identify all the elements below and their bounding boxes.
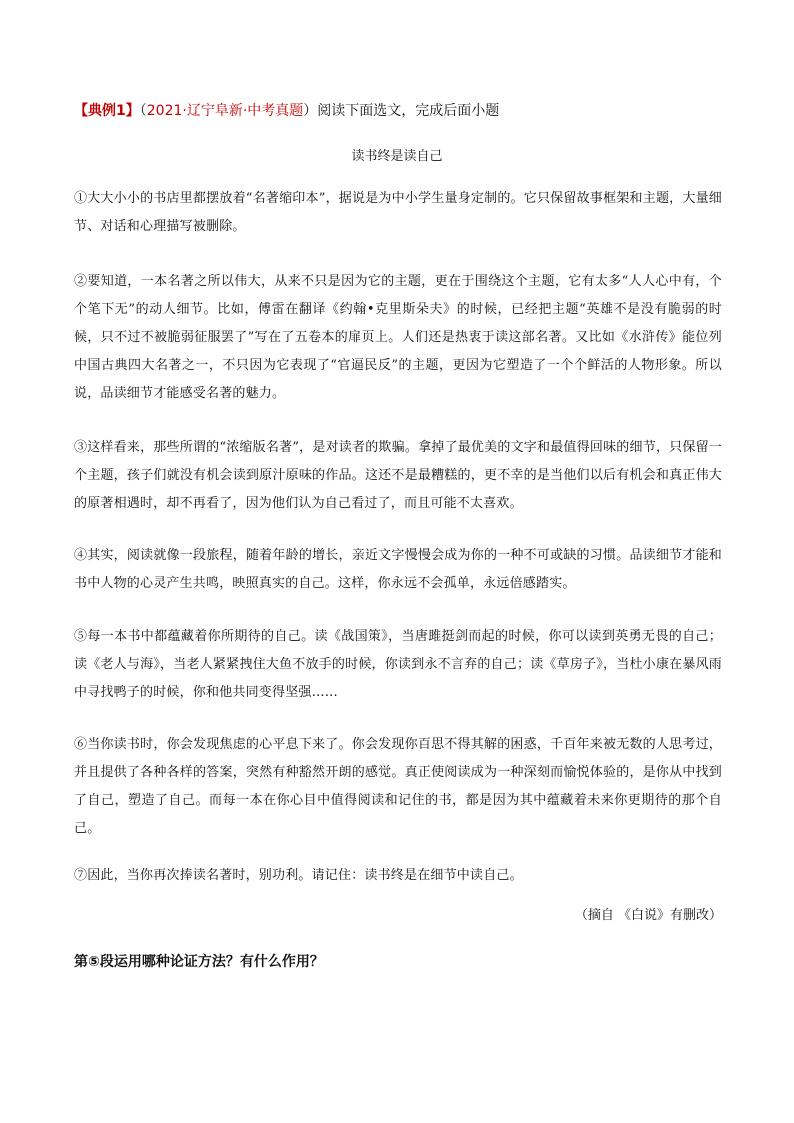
article-paragraph-1: ①大大小小的书店里都摆放着“名著缩印本”，据说是为中小学生量身定制的。它只保留故事框架和主题，大量细节、对话和心理描写被删除。 <box>74 191 722 234</box>
article-paragraph-6: ⑥当你读书时，你会发现焦虑的心平息下来了。你会发现你百思不得其解的困惑，千百年来被无数的人思考过，并且提供了各种各样的答案，突然有种豁然开朗的感觉。真正使阅读成为一种深刻而愉悦体验的，是你从中找到了自己，塑造了自己。而每一本在你心目中值得阅读和记住的书，都是因为其中蕴藏着未来你更期待的那个自己。 <box>74 737 722 836</box>
example-header <box>74 100 734 122</box>
exam-source: 2021·辽宁阜新·中考真题 <box>146 103 304 119</box>
article-paragraph-3: ③这样看来，那些所谓的“浓缩版名著”，是对读者的欺骗。拿掉了最优美的文字和最值得回味的细节，只保留一个主题，孩子们就没有机会读到原汁原味的作品。这还不是最糟糕的，更不幸的是当他们以后有机会和真正伟大的原著相遇时，却不再看了，因为他们认为自己看过了，而且可能不太喜欢。 <box>74 440 722 511</box>
article-title: 读书终是读自己 <box>351 149 443 164</box>
source-paren-open: （ <box>139 103 147 119</box>
article-citation: （摘自 《白说》有删改） <box>574 908 722 923</box>
article-paragraph-7: ⑦因此，当你再次捧读名著时，别功利。请记住：读书终是在细节中读自己。 <box>74 868 523 883</box>
example-label: 【典例1】 <box>74 103 140 119</box>
question-text: 第⑤段运用哪种论证方法？有什么作用？ <box>74 954 324 970</box>
article-paragraph-5: ⑤每一本书中都蕴藏着你所期待的自己。读《战国策》，当唐雎挺剑而起的时候，你可以读到英勇无畏的自己；读《老人与海》，当老人紧紧拽住大鱼不放手的时候，你读到永不言弃的自己；读《草房子》，当杜小康在暴风雨中寻找鸭子的时候，你和他共同变得坚强…… <box>74 629 722 700</box>
article-paragraph-2: ②要知道，一本名著之所以伟大，从来不只是因为它的主题，更在于围绕这个主题，它有太多“人人心中有，个个笔下无”的动人细节。比如，傅雷在翻译《约翰•克里斯朵夫》的时候，已经把主题“英雄不是没有脆弱的时候，只不过不被脆弱征服罢了”写在了五卷本的扉页上。人们还是热衷于读这部名著。又比如《水浒传》能位列中国古典四大名著之一，不只因为它表现了“官逼民反”的主题，更因为它塑造了一个个鲜活的人物形象。所以说，品读细节才能感受名著的魅力。 <box>74 274 722 401</box>
article-paragraph-4: ④其实，阅读就像一段旅程，随着年龄的增长，亲近文字慢慢会成为你的一种不可或缺的习惯。品读细节才能和书中人物的心灵产生共鸣，映照真实的自己。这样，你永远不会孤单，永远倍感踏实。 <box>74 548 722 591</box>
reading-instruction: 阅读下面选文，完成后面小题 <box>317 103 500 119</box>
source-paren-close: ） <box>303 103 318 119</box>
